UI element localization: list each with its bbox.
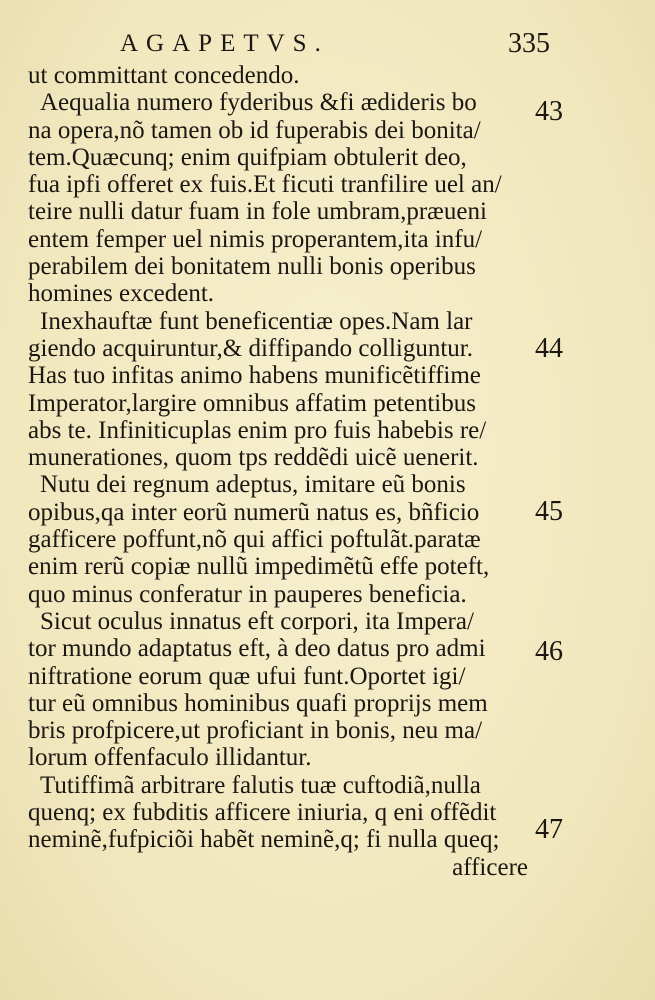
text-line: Sicut oculus innatus eft corpori, ita Impera/ [40,607,474,635]
text-line: Aequalia numero fyderibus &fi ædideris bo [40,89,477,117]
text-line: bris profpicere,ut proficiant in bonis, neu ma/ [28,717,483,745]
text-line: quo minus conferatur in pauperes beneficia. [28,580,467,608]
margin-number: 44 [535,333,563,364]
margin-number: 46 [535,636,563,667]
text-line: Tutiffimã arbitrare falutis tuæ cuftodiã,nulla [40,771,481,799]
text-line: gafficere poffunt,nõ qui affici poftulãt.paratæ [28,526,481,554]
page-header [110,30,550,64]
text-line: niftratione eorum quæ ufui funt.Oportet igi/ [28,662,466,690]
text-line: Imperator,largire omnibus affatim petentibus [28,389,476,417]
text-line: ut committant concedendo. [28,62,300,89]
margin-number: 45 [535,496,563,527]
text-line: enim rerũ copiæ nullũ impedimẽtũ effe poteft, [28,553,490,581]
text-line: tem.Quæcunq; enim quifpiam obtulerit deo, [28,143,467,171]
text-line: munerationes, quom tps reddẽdi uicẽ uenerit. [28,444,479,472]
text-line: Inexhauftæ funt beneficentiæ opes.Nam lar [40,307,473,335]
text-line: Has tuo infitas animo habens munificẽtiffime [28,362,481,390]
text-line: fua ipfi offeret ex fuis.Et ficuti tranfilire uel an/ [28,171,502,199]
text-line: tur eũ omnibus hominibus quafi proprijs mem [28,689,488,717]
running-head: AGAPETVS. [120,30,329,57]
text-line: opibus,qa inter eorũ numerũ natus es, bñficio [28,498,480,526]
text-line: teire nulli datur fuam in fole umbram,præueni [28,198,487,226]
text-line: Nutu dei regnum adeptus, imitare eũ bonis [40,471,466,499]
page-number: 335 [508,28,550,59]
margin-number: 47 [535,814,563,845]
text-line: lorum offenfaculo illidantur. [28,744,312,772]
text-line: entem femper uel nimis properantem,ita infu/ [28,225,483,253]
margin-number: 43 [535,96,563,127]
text-line: quenq; ex fubditis afficere iniuria, q eni offẽdit [28,799,497,827]
text-line: tor mundo adaptatus eft, à deo datus pro admi [28,635,486,663]
text-line: perabilem dei bonitatem nulli bonis operibus [28,253,476,281]
catchword: afficere [452,853,528,881]
body-text [28,62,528,881]
text-line: abs te. Infiniticuplas enim pro fuis habebis re/ [28,416,487,444]
text-line: giendo acquiruntur,& diffipando colliguntur. [28,334,473,362]
text-line: na opera,nõ tamen ob id fuperabis dei bonita/ [28,116,481,144]
text-line: neminẽ,fufpiciõi habẽt neminẽ,q; fi nulla queq; [28,826,500,854]
text-line: homines excedent. [28,280,215,308]
